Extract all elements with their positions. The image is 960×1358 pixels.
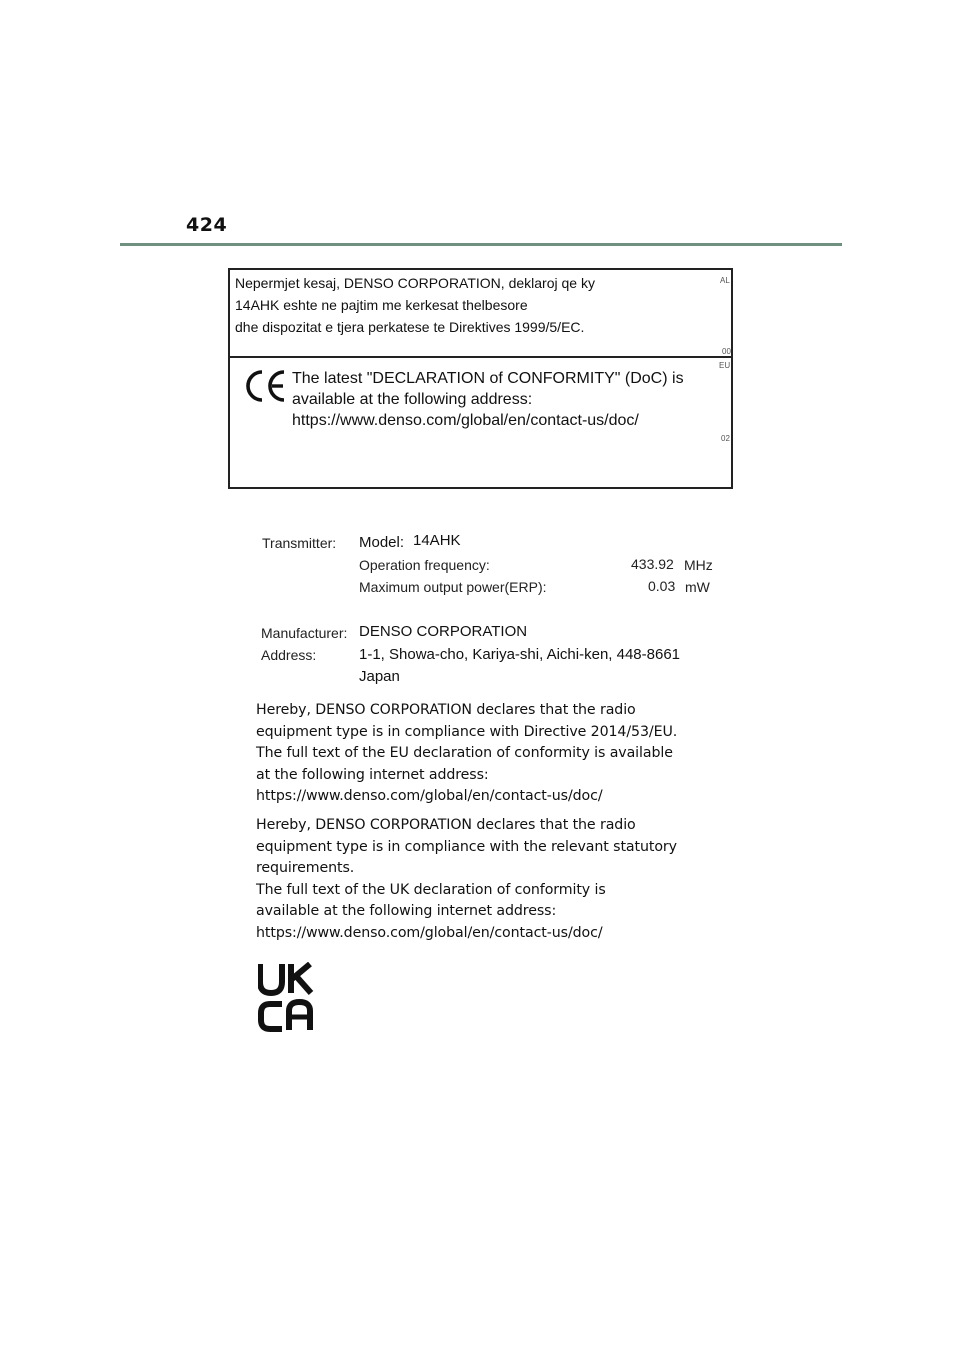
power-unit: mW xyxy=(685,579,710,595)
page-number: 424 xyxy=(186,214,228,236)
manufacturer-label: Manufacturer: xyxy=(261,625,348,641)
eu-paragraph-line-2: equipment type is in compliance with Directive 2014/53/EU. xyxy=(256,723,678,740)
eu-paragraph-line-4: at the following internet address: xyxy=(256,766,489,783)
uk-paragraph-line-3: requirements. xyxy=(256,860,355,877)
transmitter-label: Transmitter: xyxy=(262,535,337,551)
al-code-top: AL xyxy=(720,276,730,285)
eu-paragraph-line-5: https://www.denso.com/global/en/contact-us/doc/ xyxy=(256,788,603,805)
address-line-2: Japan xyxy=(359,668,400,685)
al-declaration-line-1: Nepermjet kesaj, DENSO CORPORATION, deklaroj qe ky xyxy=(235,275,595,291)
power-value: 0.03 xyxy=(648,578,676,594)
eu-paragraph-line-3: The full text of the EU declaration of conformity is available xyxy=(256,745,673,762)
eu-code-top: EU xyxy=(719,361,731,370)
al-declaration-line-3: dhe dispozitat e tjera perkatese te Direktives 1999/5/EC. xyxy=(235,319,585,335)
eu-declaration-text xyxy=(292,368,722,431)
power-label: Maximum output power(ERP): xyxy=(359,579,547,595)
uk-paragraph-line-6: https://www.denso.com/global/en/contact-us/doc/ xyxy=(256,924,603,941)
frequency-value: 433.92 xyxy=(631,556,674,572)
manufacturer-name: DENSO CORPORATION xyxy=(359,623,528,640)
model-label: Model: xyxy=(359,534,405,551)
ce-mark-icon xyxy=(244,368,290,404)
address-line-1: 1-1, Showa-cho, Kariya-shi, Aichi-ken, 448-8661 xyxy=(359,646,681,663)
frequency-unit: MHz xyxy=(684,557,713,573)
uk-compliance-paragraph xyxy=(256,815,716,945)
eu-declaration-line-3: https://www.denso.com/global/en/contact-us/doc/ xyxy=(292,412,639,429)
address-label: Address: xyxy=(261,647,317,663)
frequency-label: Operation frequency: xyxy=(359,557,490,573)
al-declaration-line-2: 14AHK eshte ne pajtim me kerkesat thelbesore xyxy=(235,297,528,313)
eu-declaration-line-2: available at the following address: xyxy=(292,391,533,408)
uk-paragraph-line-2: equipment type is in compliance with the relevant statutory xyxy=(256,838,677,855)
eu-code-bottom: 02 xyxy=(721,434,730,443)
label-box-divider xyxy=(228,356,733,358)
al-code-bottom: 00 xyxy=(722,347,731,356)
eu-declaration-line-1: The latest "DECLARATION of CONFORMITY" (DoC) is xyxy=(292,370,684,387)
eu-compliance-paragraph xyxy=(256,700,716,808)
uk-paragraph-line-1: Hereby, DENSO CORPORATION declares that the radio xyxy=(256,817,636,833)
header-rule xyxy=(120,243,842,246)
model-value: 14AHK xyxy=(413,532,461,549)
ukca-mark-icon xyxy=(258,962,314,1032)
eu-paragraph-line-1: Hereby, DENSO CORPORATION declares that the radio xyxy=(256,702,636,718)
uk-paragraph-line-5: available at the following internet address: xyxy=(256,903,557,920)
uk-paragraph-line-4: The full text of the UK declaration of conformity is xyxy=(256,881,606,898)
